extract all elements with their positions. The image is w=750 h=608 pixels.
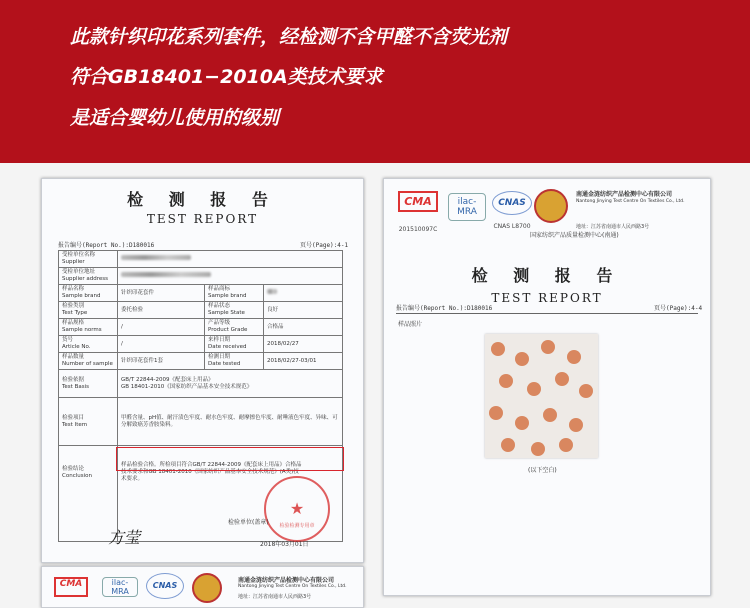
row-value: 2018/02/27-03/01 (264, 353, 343, 370)
report-title-cn: 检 测 报 告 (127, 190, 278, 209)
table-row (59, 268, 343, 285)
photo-label: 样品照片 (398, 321, 423, 328)
row-value: 良好 (264, 302, 343, 319)
divider (396, 313, 698, 314)
row-label-en: Sample State (208, 310, 245, 316)
org-name-en: Nantong Jinying Test Centre On Textiles Co., Ltd. (238, 584, 347, 589)
row-label-en: Test Basis (62, 383, 89, 390)
org-name-cn: 南通金涟纺织产品检测中心有限公司 (238, 577, 335, 584)
row-label-en: Sample brand (62, 293, 101, 299)
signature: 方莹 (108, 528, 141, 547)
peach-print-dot (567, 350, 581, 364)
sample-photo (485, 334, 598, 458)
org-address: 地址：江苏省南通市人民西路3号 (238, 594, 312, 600)
peach-print-dot (501, 438, 515, 452)
headline-line-2: 符合GB18401−2010A类技术要求 (70, 66, 383, 88)
row-label-en: Date received (208, 344, 247, 350)
table-row (59, 353, 343, 370)
row-label: 检验项目 (62, 414, 85, 421)
row-label-en: Sample brand (208, 293, 247, 299)
row-value: 针织印花套件 (118, 285, 205, 302)
cnas-logo-mark: CNAS (146, 573, 184, 599)
ilac-logo-mark: ilac-MRA (102, 577, 138, 597)
cma-logo (398, 191, 438, 233)
report-page: 页号(Page):4-1 (300, 242, 349, 249)
seal-emblem-icon (534, 189, 568, 223)
cma-number: 201510097C (398, 226, 438, 233)
table-row (59, 336, 343, 353)
org-name-cn: 南通金涟纺织产品检测中心有限公司 (576, 191, 673, 198)
table-row (59, 285, 343, 302)
cma-logo-mark: CMA (54, 577, 88, 597)
seal-text: 检验检测专用章 (279, 523, 315, 529)
peach-print-dot (543, 408, 557, 422)
cma-logo-mark: CMA (398, 191, 438, 212)
peach-print-dot (569, 418, 583, 432)
peach-print-dot (559, 438, 573, 452)
table-row (59, 319, 343, 336)
seal-star-icon: ★ (289, 499, 305, 518)
row-label-en: Number of sample (62, 361, 113, 367)
report-number: 报告编号(Report No.):D180016 (396, 305, 493, 312)
row-label-en: Product Grade (208, 327, 248, 333)
test-report-photo-page (383, 178, 711, 596)
row-label: 受检单位地址 (62, 269, 96, 275)
peach-print-dot (579, 384, 593, 398)
peach-print-dot (531, 442, 545, 456)
row-label: 检测日期 (208, 354, 231, 360)
row-label: 来样日期 (208, 337, 231, 343)
row-label-en: Conclusion (62, 473, 92, 479)
row-label: 产品等级 (208, 320, 231, 326)
redacted-value (121, 272, 211, 277)
basis-value-1: GB/T 22844-2009《配套床上用品》 (121, 376, 214, 383)
cnas-logo (492, 191, 532, 230)
row-label: 检验依据 (62, 376, 85, 383)
headline-line-3: 是适合婴幼儿使用的级别 (70, 107, 280, 129)
ilac-logo-mark: ilac-MRA (448, 193, 486, 221)
row-value: 2018/02/27 (264, 336, 343, 353)
test-report-next-page (41, 566, 364, 608)
row-label: 受检单位名称 (62, 252, 96, 258)
test-report-page-1 (41, 178, 364, 563)
row-label: 样品规格 (62, 320, 85, 326)
org-address: 地址：江苏省南通市人民西路3号 (576, 224, 650, 230)
cnas-logo-mark: CNAS (492, 191, 532, 215)
row-label: 货号 (62, 337, 74, 343)
row-label: 样品状态 (208, 303, 231, 309)
end-of-report-text: (以下空白) (528, 467, 557, 474)
table-row (59, 302, 343, 319)
row-label-en: Article No. (62, 344, 91, 350)
row-label: 样品商标 (208, 286, 231, 292)
report-page: 页号(Page):4-4 (654, 305, 703, 312)
row-value: 委托检验 (118, 302, 205, 319)
peach-print-dot (541, 340, 555, 354)
ilac-logo (448, 193, 486, 221)
row-label: 检验结论 (62, 466, 85, 472)
redacted-value (267, 289, 277, 294)
row-label: 样品数量 (62, 354, 85, 360)
report-title-cn: 检 测 报 告 (471, 266, 623, 285)
row-label-en: Supplier (62, 259, 85, 265)
row-label-en: Test Item (62, 421, 88, 428)
report-number: 报告编号(Report No.):D180016 (58, 242, 155, 249)
test-items-value: 甲醛含量、pH值、耐汗渍色牢度、耐水色牢度、耐摩擦色牢度、耐唾液色牢度、异味、可分解致癌芳香胺染料。 (118, 398, 343, 446)
cnas-number: CNAS L8700 (493, 223, 531, 230)
issue-date: 2018年03月01日 (260, 541, 309, 548)
issued-label: 检验单位(盖章) (228, 519, 269, 526)
row-label-en: Sample norms (62, 327, 102, 333)
peach-print-dot (515, 416, 529, 430)
row-value: 合格品 (264, 319, 343, 336)
headline-banner (0, 0, 750, 163)
headline-line-1: 此款针织印花系列套件，经检测不含甲醛不含荧光剂 (70, 26, 508, 48)
report-title-en: TEST REPORT (146, 212, 259, 226)
row-value: / (118, 319, 205, 336)
seal-label: 国家纺织产品质量检测中心(南通) (530, 232, 619, 239)
basis-value-2: GB 18401-2010《国家纺织产品基本安全技术规范》 (121, 383, 253, 390)
peach-print-dot (491, 342, 505, 356)
peach-print-dot (515, 352, 529, 366)
peach-print-dot (555, 372, 569, 386)
peach-print-dot (489, 406, 503, 420)
official-seal (264, 476, 330, 542)
table-row (59, 398, 343, 446)
row-label-en: Date tested (208, 361, 241, 367)
row-value: / (118, 336, 205, 353)
row-label-en: Test Type (62, 310, 88, 316)
table-row (59, 251, 343, 268)
row-label-en: Supplier address (62, 276, 109, 282)
conclusion-highlight-box (116, 447, 344, 471)
table-row (59, 370, 343, 398)
redacted-value (121, 255, 191, 260)
seal-emblem-icon (192, 573, 222, 603)
peach-print-dot (499, 374, 513, 388)
row-value: 针织印花套件1套 (118, 353, 205, 370)
row-label: 检验类别 (62, 303, 85, 309)
org-name-en: Nantong Jinying Test Centre On Textiles Co., Ltd. (576, 199, 685, 204)
national-seal-logo (534, 189, 566, 223)
report-title-en: TEST REPORT (491, 291, 603, 305)
conclusion-value: 样品检验合格。所检项目符合GB/T 22844-2009《配套床上用品》合格品技术要求和GB 18401-2010《国家纺织产品基本安全技术规范》(A类)技术要求。 (118, 446, 343, 542)
peach-print-dot (527, 382, 541, 396)
row-label: 样品名称 (62, 286, 85, 292)
